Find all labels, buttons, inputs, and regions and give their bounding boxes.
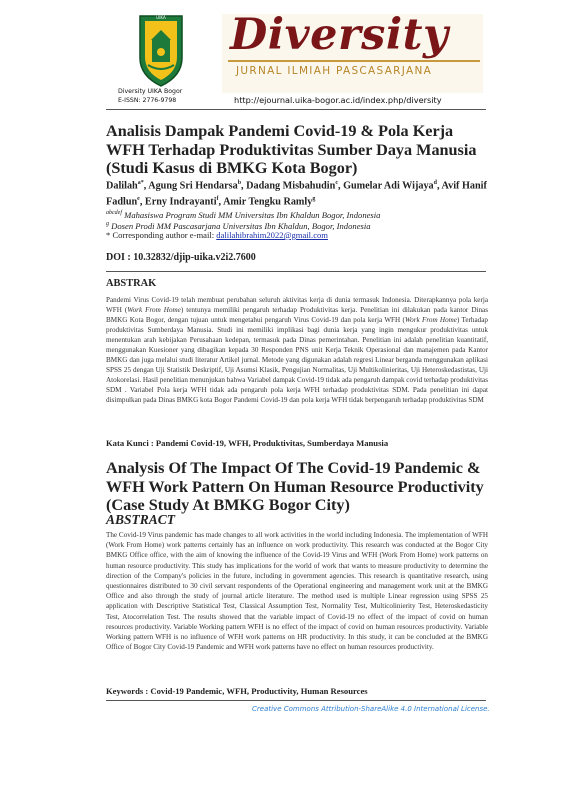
abstrak-emphasis: Work From Home (404, 316, 457, 325)
corresponding-author (106, 230, 496, 241)
paper-title-english: Analysis Of The Impact Of The Covid-19 Pandemic & WFH Work Pattern On Human Resource Productivity (Case Study At BMKG Bogor City) (106, 459, 484, 514)
license-link[interactable]: Creative Commons Attribution-ShareAlike 4.0 International License. (252, 705, 490, 713)
university-logo (118, 10, 204, 92)
abstract-body: The Covid-19 Virus pandemic has made changes to all work activities in the world including Indonesia. The implementation of WFH (Work From Home) work patterns certainly has an influence on work productivity. This research was conducted at the Bogor City BMKG Office office, with the aim of knowing the influence of the Covid-19 Virus and WFH (Work From Home) work patterns on human resource productivity. This study has implications for the world of work that wants to measure productivity to determine the direction of the Company's policies in the future, including in government agencies. This research is quantitative research, using questionnaires distributed to 30 civil servant respondents of the Operational engineering and management work unit at the BMKG Office and also through the study of journal article literature. The method used is multiple Linear regression using SPSS 25 application with Descriptive Statistical Test, Classical Assumption Test, Normality Test, Multicolinierity Test, Heteroskedasticity Test, Atocorrelation Test. The results showed that the variable impact of Covid-19 no effect of the impact of covid on human resources productivity. Variable Working pattern WFH is no effect of the impact of covid on human resources productivity. Variable Working pattern WFH is no influence of WFH work patterns on HR productivity. In this study, it can be concluded at the BMKG Office of Bogor City Covid-19 Pandemic and WFH work patterns have no effect on human resources productivity. (106, 531, 488, 652)
footer-divider (106, 700, 486, 701)
abstrak-text: ) tentunya memiliki pengaruh terhadap Produktivitas kerja. Penelitian ini dilakukan pada kantor Dinas BMKG Kota Bogor, dengan tujuan untuk mengetahui pengaruh Virus Covid-19 dan pola kerja WFH ( (106, 306, 488, 325)
abstract-heading: ABSTRACT (106, 512, 176, 527)
author-name: Gumelar Adi Wijaya (343, 180, 434, 192)
author-name: Dalilah (106, 180, 138, 192)
author-name: Erny Indrayanti (144, 196, 217, 208)
abstrak-body (106, 295, 488, 406)
journal-name: Diversity (230, 10, 449, 60)
abstrak-text: ) Terhadap produktivitas Sumberdaya Manusia. Studi ini memiliki implikasi bagi dunia kerja yang ingin mengukur produktivitas untuk menentukan arah kebijakan Perusahaan kedepan, termasuk pada Dinas pemerintahan. Penelitian ini adalah penelitian kuantitatif, menggunakan Kuesioner yang dibagikan kepada 30 Responden PNS unit Kerja Teknik Operasional dan manajemen pada Kantor BMKG dan juga melalui studi literatur Artikel jurnal. Metode yang digunakan adalah regresi Linear berganda menggunakan aplikasi SPSS 25 dengan Uji Statistik Deskriptif, Uji Asumsi Klasik, Pengujian Normalitas, Uji Multikolinieritas, Uji Heteroskedastistas, Uji Atokorelasi. Hasil penelitian menunjukan bahwa Variabel dampak Covid-19 tidak ada pengaruh dampak covid terhadap produktivitas SDM . Variabel Pola kerja WFH tidak ada pengaruh pola kerja WFH terhadap produktivitas SDM. Pada penelitian ini dapat disimpulkan pada Dinas BMKG kota Bogor Pandemi Covid-19 dan pola kerja WFH tidak berpengaruh terhadap produktivitas SDM (106, 316, 488, 405)
kata-kunci: Kata Kunci : Pandemi Covid-19, WFH, Produktivitas, Sumberdaya Manusia (106, 438, 389, 448)
author-sup: d (433, 180, 437, 186)
banner-divider (228, 60, 480, 62)
abstrak-text: Pandemi Virus Covid-19 telah membuat perubahan seluruh aktivitas kerja di dunia termasuk Indonesia. Diterapkannya pola kerja WFH ( (106, 296, 488, 315)
section-divider (106, 271, 486, 272)
author-name: Avif Hanif Fadlun (106, 180, 487, 208)
journal-issn: E-ISSN: 2776-9798 (118, 97, 177, 104)
paper-title-indonesian: Analisis Dampak Pandemi Covid-19 & Pola Kerja WFH Terhadap Produktivitas Sumber Daya Manusia (Studi Kasus di BMKG Kota Bogor) (106, 122, 477, 177)
author-sup: f (216, 195, 219, 202)
author-sup: e (137, 195, 140, 202)
author-sup: b (237, 180, 242, 186)
doi: DOI : 10.32832/djip-uika.v2i2.7600 (106, 252, 256, 263)
corresponding-label: * Corresponding author e-mail: (106, 230, 217, 240)
author-sup: c (335, 180, 338, 186)
journal-short-name: Diversity UIKA Bogor (118, 88, 183, 95)
author-sup: g (312, 195, 316, 202)
affiliation-text: Mahasiswa Program Studi MM Universitas Ibn Khaldun Bogor, Indonesia (124, 209, 381, 220)
header-divider (106, 109, 486, 110)
author-name: Agung Sri Hendarsa (148, 180, 238, 192)
affiliation-sup: g (106, 221, 109, 227)
keywords: Keywords : Covid-19 Pandemic, WFH, Productivity, Human Resources (106, 686, 368, 696)
author-name: Dadang Misbahudin (246, 180, 336, 192)
author-name: Amir Tengku Ramly (223, 196, 313, 208)
abstrak-emphasis: Work From Home (127, 306, 181, 315)
affiliation-text: Dosen Prodi MM Pascasarjana Universitas Ibn Khaldun, Bogor, Indonesia (111, 220, 371, 231)
author-list: Dalilah$^{a*}$, Agung Sri Hendarsa$^b$, Dadang Misbahudin$^c$, Gumelar Adi Wijaya$^d$, Avif Hanif Fadlun$^e$, Erny Indrayanti$^f$, Amir Tengku Ramly$^g$ (106, 180, 487, 208)
journal-url-link[interactable]: http://ejournal.uika-bogor.ac.id/index.php/diversity (234, 95, 442, 105)
email-link[interactable]: dalilahibrahim2022@gmail.com (216, 230, 328, 240)
abstrak-heading: ABSTRAK (106, 278, 157, 289)
logo-lettering: UIKA (156, 15, 166, 20)
author-sup: a* (137, 180, 144, 186)
affiliation-sup: abcdef (106, 210, 122, 216)
journal-subtitle: JURNAL ILMIAH PASCASARJANA (236, 65, 433, 77)
